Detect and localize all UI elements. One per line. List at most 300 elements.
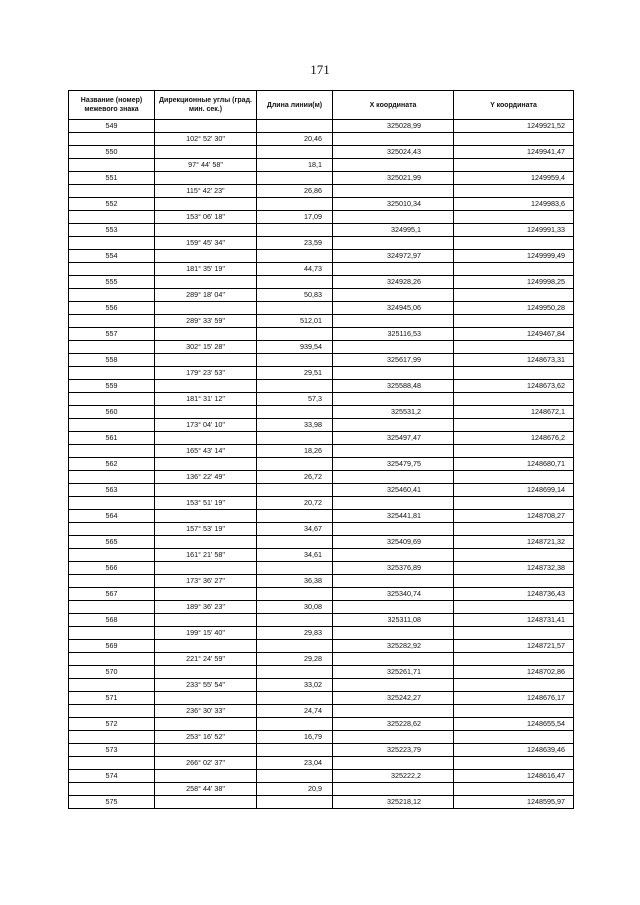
empty-cell [69,549,155,562]
x-coordinate-cell: 325441,81 [333,510,454,523]
line-length-cell: 20,72 [257,497,333,510]
empty-cell [333,549,454,562]
empty-cell [257,536,333,549]
marker-name-cell: 574 [69,770,155,783]
x-coordinate-cell: 325010,34 [333,198,454,211]
empty-cell [69,705,155,718]
empty-cell [257,380,333,393]
x-coordinate-cell: 325531,2 [333,406,454,419]
y-coordinate-cell: 1248732,38 [454,562,574,575]
empty-cell [454,783,574,796]
marker-name-cell: 562 [69,458,155,471]
empty-cell [333,263,454,276]
empty-cell [155,120,257,133]
boundary-coordinates-table [68,90,574,809]
empty-cell [454,731,574,744]
empty-cell [69,341,155,354]
empty-cell [257,120,333,133]
table-row-point [69,588,574,601]
line-length-cell: 20,9 [257,783,333,796]
empty-cell [333,237,454,250]
empty-cell [69,289,155,302]
marker-name-cell: 552 [69,198,155,211]
empty-cell [454,393,574,406]
line-length-cell: 23,04 [257,757,333,770]
y-coordinate-cell: 1249467,84 [454,328,574,341]
empty-cell [454,133,574,146]
marker-name-cell: 564 [69,510,155,523]
x-coordinate-cell: 325028,99 [333,120,454,133]
direction-angle-cell: 289° 18' 04" [155,289,257,302]
y-coordinate-cell: 1248676,2 [454,432,574,445]
empty-cell [333,341,454,354]
marker-name-cell: 557 [69,328,155,341]
x-coordinate-cell: 325116,53 [333,328,454,341]
marker-name-cell: 569 [69,640,155,653]
empty-cell [333,757,454,770]
empty-cell [69,731,155,744]
table-row-segment [69,341,574,354]
direction-angle-cell: 236° 30' 33" [155,705,257,718]
x-coordinate-cell: 324995,1 [333,224,454,237]
x-coordinate-cell: 325479,75 [333,458,454,471]
y-coordinate-cell: 1248639,46 [454,744,574,757]
table-row-point [69,614,574,627]
empty-cell [257,588,333,601]
table-row-segment [69,185,574,198]
empty-cell [257,744,333,757]
table-row-segment [69,601,574,614]
table-row-point [69,250,574,263]
empty-cell [257,276,333,289]
direction-angle-cell: 289° 33' 59" [155,315,257,328]
empty-cell [454,341,574,354]
table-row-point [69,640,574,653]
empty-cell [257,406,333,419]
table-row-point [69,406,574,419]
empty-cell [454,705,574,718]
header-y-coordinate: Y координата [454,91,574,120]
empty-cell [69,757,155,770]
direction-angle-cell: 102° 52' 30" [155,133,257,146]
marker-name-cell: 575 [69,796,155,809]
y-coordinate-cell: 1248721,32 [454,536,574,549]
y-coordinate-cell: 1248721,57 [454,640,574,653]
table-row-point [69,146,574,159]
table-row-segment [69,237,574,250]
marker-name-cell: 558 [69,354,155,367]
empty-cell [333,367,454,380]
empty-cell [257,302,333,315]
y-coordinate-cell: 1248680,71 [454,458,574,471]
header-line-length: Длина линии(м) [257,91,333,120]
marker-name-cell: 566 [69,562,155,575]
empty-cell [333,653,454,666]
empty-cell [454,419,574,432]
empty-cell [333,185,454,198]
table-row-point [69,562,574,575]
x-coordinate-cell: 325311,08 [333,614,454,627]
line-length-cell: 939,54 [257,341,333,354]
y-coordinate-cell: 1248655,54 [454,718,574,731]
marker-name-cell: 551 [69,172,155,185]
x-coordinate-cell: 325340,74 [333,588,454,601]
table-row-segment [69,159,574,172]
x-coordinate-cell: 325024,43 [333,146,454,159]
line-length-cell: 29,51 [257,367,333,380]
empty-cell [257,224,333,237]
empty-cell [333,523,454,536]
table-row-segment [69,523,574,536]
empty-cell [333,705,454,718]
line-length-cell: 29,83 [257,627,333,640]
table-row-point [69,432,574,445]
line-length-cell: 17,09 [257,211,333,224]
marker-name-cell: 567 [69,588,155,601]
empty-cell [257,796,333,809]
empty-cell [155,614,257,627]
direction-angle-cell: 157° 53' 19" [155,523,257,536]
empty-cell [454,601,574,614]
empty-cell [333,289,454,302]
empty-cell [454,159,574,172]
table-row-segment [69,783,574,796]
empty-cell [454,497,574,510]
empty-cell [69,523,155,536]
empty-cell [257,250,333,263]
y-coordinate-cell: 1248676,17 [454,692,574,705]
line-length-cell: 24,74 [257,705,333,718]
table-row-segment [69,419,574,432]
empty-cell [454,367,574,380]
direction-angle-cell: 233° 55' 54" [155,679,257,692]
table-row-point [69,276,574,289]
line-length-cell: 57,3 [257,393,333,406]
empty-cell [155,536,257,549]
empty-cell [155,380,257,393]
empty-cell [155,666,257,679]
empty-cell [333,731,454,744]
y-coordinate-cell: 1248731,41 [454,614,574,627]
line-length-cell: 512,01 [257,315,333,328]
empty-cell [69,237,155,250]
x-coordinate-cell: 325282,92 [333,640,454,653]
marker-name-cell: 549 [69,120,155,133]
empty-cell [69,419,155,432]
empty-cell [257,146,333,159]
x-coordinate-cell: 325222,2 [333,770,454,783]
empty-cell [257,172,333,185]
direction-angle-cell: 189° 36' 23" [155,601,257,614]
empty-cell [155,458,257,471]
table-row-segment [69,653,574,666]
line-length-cell: 29,28 [257,653,333,666]
y-coordinate-cell: 1249950,28 [454,302,574,315]
direction-angle-cell: 181° 31' 12" [155,393,257,406]
line-length-cell: 18,1 [257,159,333,172]
direction-angle-cell: 266° 02' 37" [155,757,257,770]
direction-angle-cell: 97° 44' 58" [155,159,257,172]
direction-angle-cell: 221° 24' 59" [155,653,257,666]
empty-cell [257,354,333,367]
empty-cell [257,484,333,497]
empty-cell [333,159,454,172]
empty-cell [257,614,333,627]
table-row-point [69,302,574,315]
x-coordinate-cell: 324945,06 [333,302,454,315]
marker-name-cell: 572 [69,718,155,731]
direction-angle-cell: 253° 16' 52" [155,731,257,744]
empty-cell [69,445,155,458]
empty-cell [155,432,257,445]
direction-angle-cell: 302° 15' 28" [155,341,257,354]
direction-angle-cell: 173° 36' 27" [155,575,257,588]
empty-cell [454,653,574,666]
line-length-cell: 20,46 [257,133,333,146]
empty-cell [69,185,155,198]
empty-cell [155,510,257,523]
empty-cell [155,276,257,289]
empty-cell [155,484,257,497]
marker-name-cell: 571 [69,692,155,705]
empty-cell [257,328,333,341]
marker-name-cell: 561 [69,432,155,445]
table-row-point [69,510,574,523]
empty-cell [155,328,257,341]
table-row-point [69,666,574,679]
empty-cell [333,445,454,458]
table-row-point [69,796,574,809]
empty-cell [257,458,333,471]
empty-cell [69,263,155,276]
y-coordinate-cell: 1248616,47 [454,770,574,783]
y-coordinate-cell: 1249921,52 [454,120,574,133]
y-coordinate-cell: 1248672,1 [454,406,574,419]
empty-cell [257,198,333,211]
line-length-cell: 33,02 [257,679,333,692]
line-length-cell: 34,67 [257,523,333,536]
empty-cell [155,302,257,315]
x-coordinate-cell: 325409,69 [333,536,454,549]
marker-name-cell: 570 [69,666,155,679]
table-row-segment [69,367,574,380]
empty-cell [454,627,574,640]
y-coordinate-cell: 1248673,62 [454,380,574,393]
table-row-point [69,744,574,757]
empty-cell [69,575,155,588]
line-length-cell: 50,83 [257,289,333,302]
table-row-segment [69,627,574,640]
x-coordinate-cell: 325021,99 [333,172,454,185]
empty-cell [155,172,257,185]
empty-cell [333,783,454,796]
y-coordinate-cell: 1249941,47 [454,146,574,159]
x-coordinate-cell: 325218,12 [333,796,454,809]
x-coordinate-cell: 325376,89 [333,562,454,575]
line-length-cell: 26,86 [257,185,333,198]
line-length-cell: 33,98 [257,419,333,432]
line-length-cell: 18,26 [257,445,333,458]
x-coordinate-cell: 325242,27 [333,692,454,705]
table-row-point [69,172,574,185]
line-length-cell: 26,72 [257,471,333,484]
empty-cell [454,523,574,536]
empty-cell [69,471,155,484]
marker-name-cell: 554 [69,250,155,263]
empty-cell [155,250,257,263]
empty-cell [69,393,155,406]
table-row-point [69,458,574,471]
empty-cell [155,744,257,757]
empty-cell [454,575,574,588]
direction-angle-cell: 181° 35' 19" [155,263,257,276]
line-length-cell: 16,79 [257,731,333,744]
empty-cell [257,718,333,731]
empty-cell [69,367,155,380]
y-coordinate-cell: 1248708,27 [454,510,574,523]
empty-cell [155,406,257,419]
empty-cell [155,198,257,211]
table-row-segment [69,497,574,510]
empty-cell [69,653,155,666]
empty-cell [155,640,257,653]
y-coordinate-cell: 1248736,43 [454,588,574,601]
header-direction-angle: Дирекционные углы (град. мин. сек.) [155,91,257,120]
line-length-cell: 36,38 [257,575,333,588]
marker-name-cell: 556 [69,302,155,315]
table-row-segment [69,575,574,588]
empty-cell [333,211,454,224]
empty-cell [454,757,574,770]
empty-cell [333,133,454,146]
table-row-point [69,718,574,731]
table-row-point [69,354,574,367]
empty-cell [454,445,574,458]
empty-cell [454,679,574,692]
marker-name-cell: 573 [69,744,155,757]
header-marker-name: Название (номер) межевого знака [69,91,155,120]
y-coordinate-cell: 1248595,97 [454,796,574,809]
empty-cell [454,237,574,250]
direction-angle-cell: 153° 51' 19" [155,497,257,510]
line-length-cell: 23,59 [257,237,333,250]
empty-cell [454,289,574,302]
empty-cell [454,263,574,276]
empty-cell [69,679,155,692]
empty-cell [257,640,333,653]
marker-name-cell: 559 [69,380,155,393]
empty-cell [333,419,454,432]
x-coordinate-cell: 325223,79 [333,744,454,757]
table-row-point [69,692,574,705]
table-row-segment [69,471,574,484]
table-row-segment [69,289,574,302]
table-row-segment [69,315,574,328]
y-coordinate-cell: 1249998,25 [454,276,574,289]
table-row-segment [69,549,574,562]
marker-name-cell: 565 [69,536,155,549]
marker-name-cell: 553 [69,224,155,237]
empty-cell [69,497,155,510]
y-coordinate-cell: 1248702,86 [454,666,574,679]
table-row-segment [69,393,574,406]
empty-cell [69,627,155,640]
empty-cell [257,770,333,783]
empty-cell [155,718,257,731]
table-row-point [69,770,574,783]
empty-cell [333,315,454,328]
empty-cell [257,562,333,575]
table-row-segment [69,679,574,692]
table-row-segment [69,757,574,770]
x-coordinate-cell: 325497,47 [333,432,454,445]
empty-cell [155,146,257,159]
empty-cell [333,627,454,640]
line-length-cell: 44,73 [257,263,333,276]
table-row-point [69,120,574,133]
empty-cell [454,315,574,328]
empty-cell [155,796,257,809]
empty-cell [333,601,454,614]
empty-cell [333,471,454,484]
y-coordinate-cell: 1249959,4 [454,172,574,185]
empty-cell [257,432,333,445]
marker-name-cell: 563 [69,484,155,497]
table-row-point [69,328,574,341]
direction-angle-cell: 115° 42' 23" [155,185,257,198]
empty-cell [69,133,155,146]
empty-cell [155,588,257,601]
empty-cell [454,185,574,198]
line-length-cell: 30,08 [257,601,333,614]
table-row-segment [69,445,574,458]
marker-name-cell: 560 [69,406,155,419]
x-coordinate-cell: 325460,41 [333,484,454,497]
empty-cell [454,471,574,484]
empty-cell [333,393,454,406]
page-number: 171 [310,62,330,77]
marker-name-cell: 568 [69,614,155,627]
y-coordinate-cell: 1249983,6 [454,198,574,211]
table-row-point [69,484,574,497]
empty-cell [257,666,333,679]
table-row-segment [69,133,574,146]
table-header-row [69,91,574,120]
x-coordinate-cell: 325228,62 [333,718,454,731]
empty-cell [155,224,257,237]
empty-cell [257,692,333,705]
table-row-point [69,198,574,211]
empty-cell [155,354,257,367]
x-coordinate-cell: 324972,97 [333,250,454,263]
table-row-segment [69,705,574,718]
table-row-segment [69,263,574,276]
direction-angle-cell: 199° 15' 40" [155,627,257,640]
x-coordinate-cell: 324928,26 [333,276,454,289]
direction-angle-cell: 258° 44' 38" [155,783,257,796]
x-coordinate-cell: 325617,99 [333,354,454,367]
empty-cell [454,549,574,562]
direction-angle-cell: 165° 43' 14" [155,445,257,458]
empty-cell [257,510,333,523]
empty-cell [454,211,574,224]
direction-angle-cell: 161° 21' 58" [155,549,257,562]
marker-name-cell: 550 [69,146,155,159]
empty-cell [155,562,257,575]
x-coordinate-cell: 325261,71 [333,666,454,679]
empty-cell [69,211,155,224]
empty-cell [333,575,454,588]
